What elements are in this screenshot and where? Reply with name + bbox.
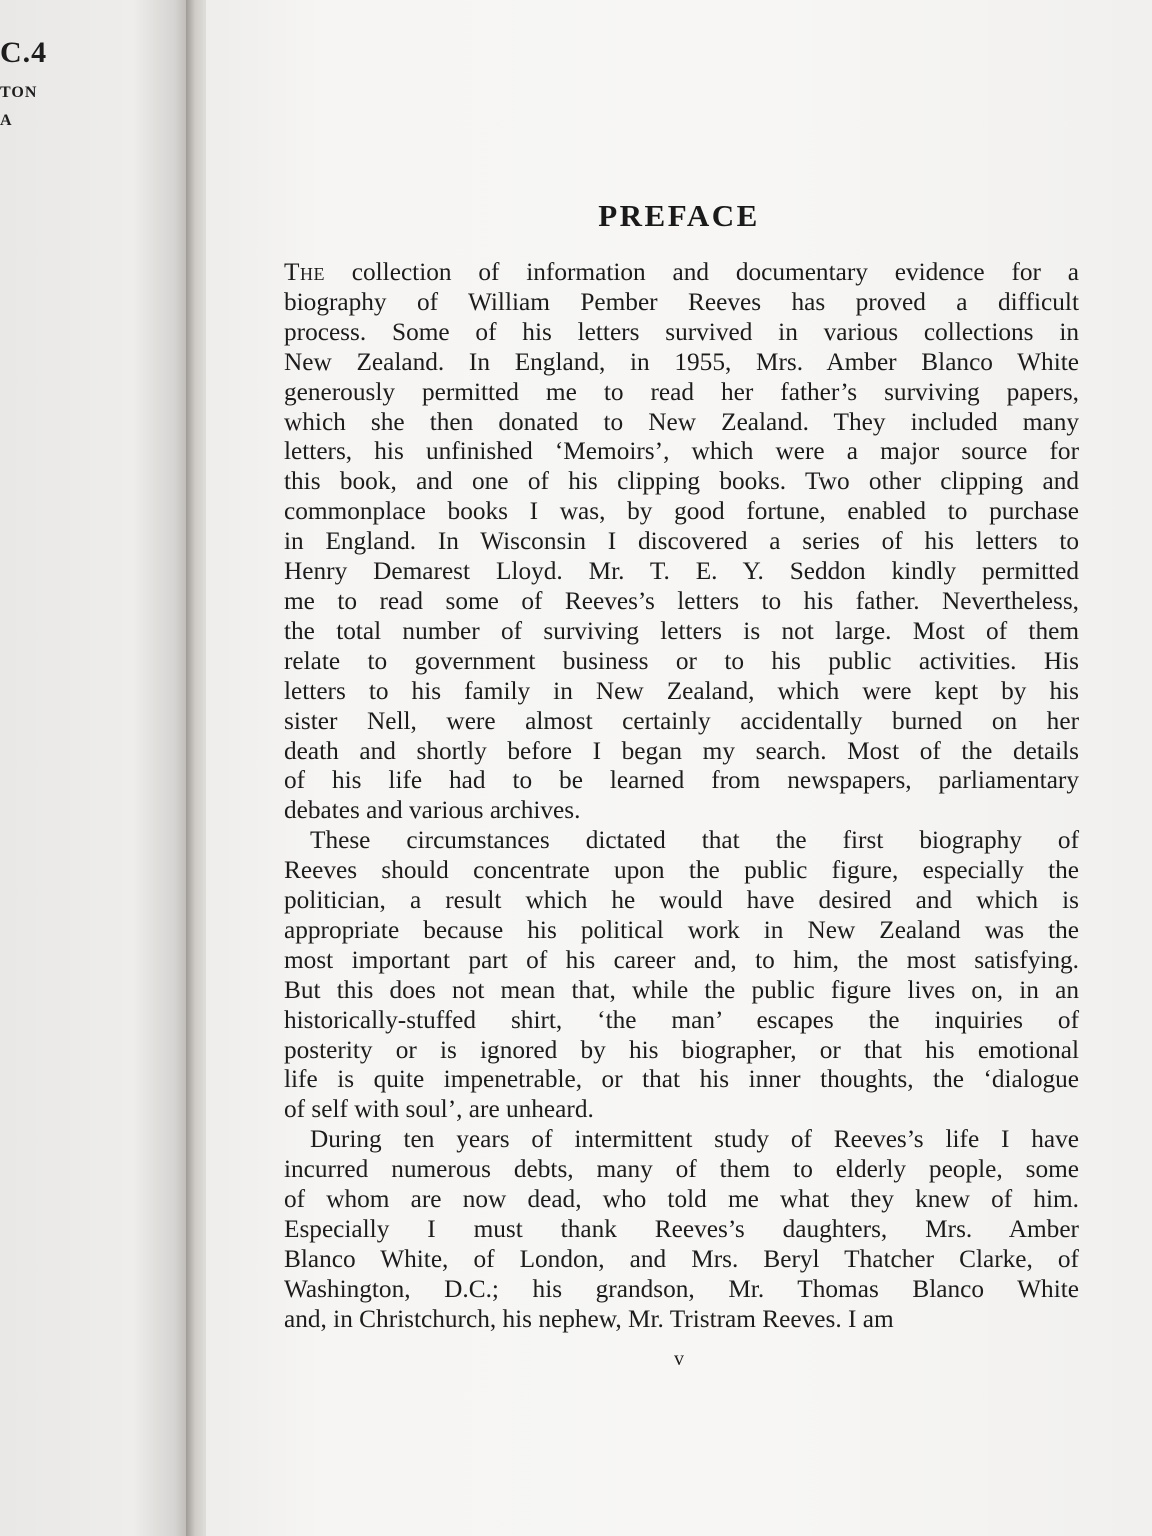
text-line: biography of William Pember Reeves has proved a difficult xyxy=(284,287,1079,316)
text-line: letters to his family in New Zealand, which were kept by his xyxy=(284,676,1079,705)
text-line: appropriate because his political work in New Zealand was the xyxy=(284,915,1079,944)
text-line: process. Some of his letters survived in various collections in xyxy=(284,317,1079,346)
text-line: The collection of information and documentary evidence for a xyxy=(284,258,1079,286)
text-line: But this does not mean that, while the public figure lives on, in an xyxy=(284,975,1079,1004)
text-line: commonplace books I was, by good fortune, enabled to purchase xyxy=(284,497,1079,526)
text-line: of whom are now dead, who told me what they knew of him. xyxy=(284,1185,1079,1214)
paragraph xyxy=(284,826,1079,1125)
text-line: this book, and one of his clipping books. Two other clipping and xyxy=(284,467,1079,496)
text-line: letters, his unfinished ‘Memoirs’, which were a major source for xyxy=(284,437,1079,466)
text-line: life is quite impenetrable, or that his inner thoughts, the ‘dialogue xyxy=(284,1065,1079,1094)
text-line: politician, a result which he would have desired and which is xyxy=(284,886,1079,915)
text-line: Reeves should concentrate upon the public figure, especially the xyxy=(284,856,1079,885)
text-line: the total number of surviving letters is not large. Most of them xyxy=(284,616,1079,645)
text-line: During ten years of intermittent study of Reeves’s life I have xyxy=(310,1125,1079,1154)
text-line: sister Nell, were almost certainly accidentally burned on her xyxy=(284,706,1079,735)
preface-body xyxy=(284,258,1079,1335)
text-line: These circumstances dictated that the first biography of xyxy=(310,826,1079,855)
paragraph xyxy=(284,1125,1079,1334)
text-line: me to read some of Reeves’s letters to his father. Nevertheless, xyxy=(284,586,1079,615)
text-line: Especially I must thank Reeves’s daughters, Mrs. Amber xyxy=(284,1215,1079,1243)
text-line: posterity or is ignored by his biographer, or that his emotional xyxy=(284,1035,1079,1064)
paragraph xyxy=(284,258,1079,826)
previous-page-fragment: A xyxy=(0,112,12,129)
text-line: of his life had to be learned from newspapers, parliamentary xyxy=(284,766,1079,795)
text-line: New Zealand. In England, in 1955, Mrs. Amber Blanco White xyxy=(284,347,1079,376)
text-line: which she then donated to New Zealand. They included many xyxy=(284,407,1079,436)
text-line: historically-stuffed shirt, ‘the man’ escapes the inquiries of xyxy=(284,1005,1079,1034)
book-page xyxy=(206,0,1152,1536)
previous-page xyxy=(0,0,190,1536)
text-line: generously permitted me to read her father’s surviving papers, xyxy=(284,377,1079,406)
page-title: PREFACE xyxy=(598,198,760,233)
text-line: Blanco White, of London, and Mrs. Beryl Thatcher Clarke, of xyxy=(284,1244,1079,1273)
text-line: Washington, D.C.; his grandson, Mr. Thomas Blanco White xyxy=(284,1274,1079,1303)
text-line: death and shortly before I began my search. Most of the details xyxy=(284,736,1079,765)
text-line: incurred numerous debts, many of them to elderly people, some xyxy=(284,1155,1079,1184)
text-line: Henry Demarest Lloyd. Mr. T. E. Y. Seddon kindly permitted xyxy=(284,557,1079,586)
text-line: relate to government business or to his public activities. His xyxy=(284,646,1079,675)
previous-page-fragment: TON xyxy=(0,84,38,101)
text-line: in England. In Wisconsin I discovered a series of his letters to xyxy=(284,527,1079,556)
text-line: of self with soul’, are unheard. xyxy=(284,1095,594,1124)
page-number: v xyxy=(674,1348,684,1370)
text-line: most important part of his career and, to him, the most satisfying. xyxy=(284,945,1079,974)
previous-page-fragment: C.4 xyxy=(0,36,48,69)
text-line: and, in Christchurch, his nephew, Mr. Tristram Reeves. I am xyxy=(284,1304,894,1333)
text-line: debates and various archives. xyxy=(284,796,581,825)
